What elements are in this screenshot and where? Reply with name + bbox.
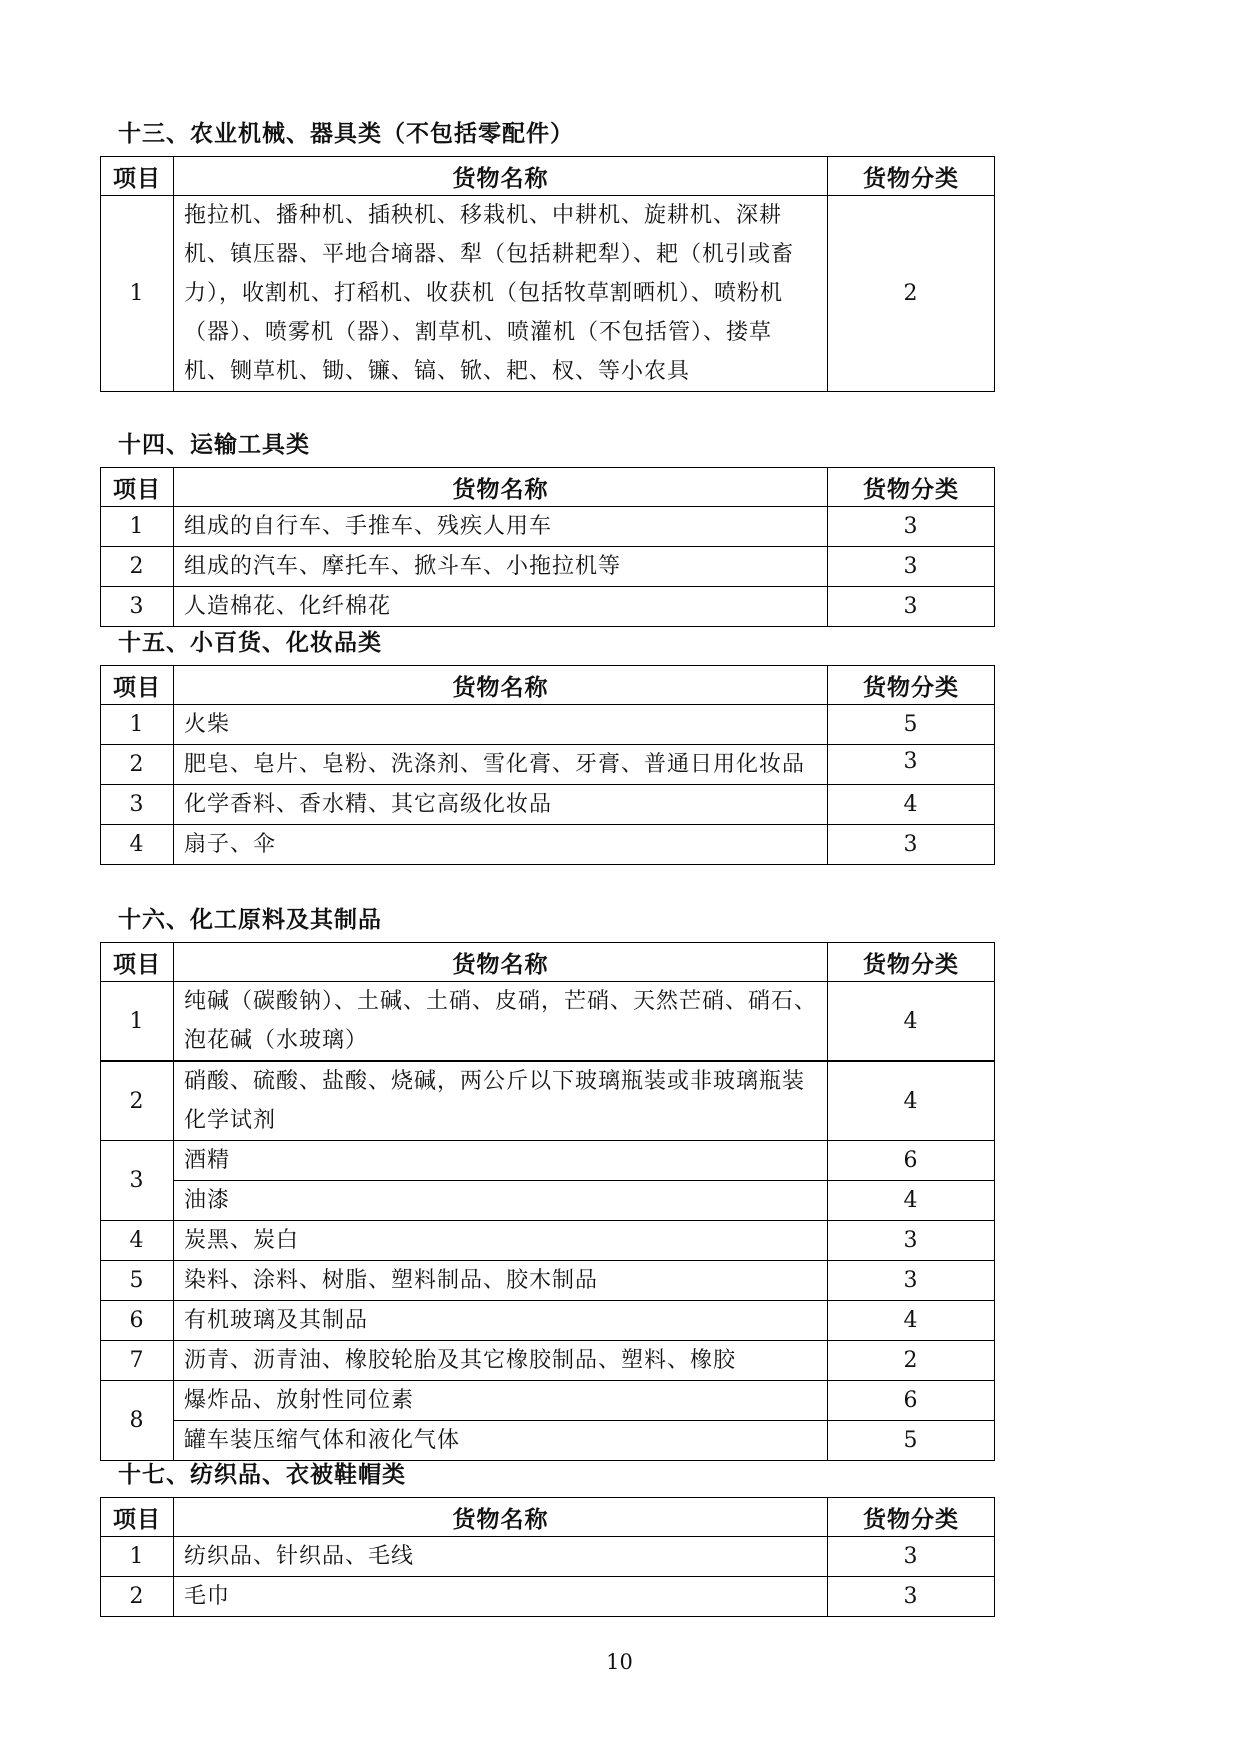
section-title-16: 十六、化工原料及其制品 [118, 907, 382, 933]
header-class: 货物分类 [828, 468, 995, 507]
row-number: 3 [101, 785, 174, 825]
row-number: 7 [101, 1341, 174, 1381]
row-number: 1 [101, 982, 174, 1062]
table-row [101, 1261, 995, 1301]
header-name: 货物名称 [174, 666, 828, 705]
table-header-row [101, 468, 995, 507]
goods-name: 扇子、伞 [174, 825, 828, 865]
row-number: 1 [101, 196, 174, 392]
row-number: 3 [101, 587, 174, 627]
goods-name: 肥皂、皂片、皂粉、洗涤剂、雪化膏、牙膏、普通日用化妆品 [174, 745, 828, 785]
table-row [101, 1221, 995, 1261]
header-item: 项目 [101, 943, 174, 982]
table-section-15 [100, 665, 995, 865]
row-number: 2 [101, 547, 174, 587]
goods-class: 3 [828, 1221, 995, 1261]
goods-class: 3 [828, 1537, 995, 1577]
header-class: 货物分类 [828, 666, 995, 705]
row-number: 3 [101, 1141, 174, 1221]
table-row [101, 196, 995, 392]
goods-class: 6 [828, 1141, 995, 1181]
goods-class: 3 [828, 587, 995, 627]
goods-name: 化学香料、香水精、其它高级化妆品 [174, 785, 828, 825]
section-title-15: 十五、小百货、化妆品类 [118, 630, 382, 656]
goods-name: 拖拉机、播种机、插秧机、移栽机、中耕机、旋耕机、深耕机、镇压器、平地合墒器、犁（包括耕耙犁）、耙（机引或畜力），收割机、打稻机、收获机（包括牧草割晒机）、喷粉机（器）、喷雾机（器）、割草机、喷灌机（不包括管）、搂草机、铡草机、锄、镰、镐、锨、耙、杈、等小农具 [174, 196, 828, 392]
goods-class: 3 [828, 745, 995, 785]
table-row [101, 785, 995, 825]
goods-name: 纯碱（碳酸钠）、土碱、土硝、皮硝，芒硝、天然芒硝、硝石、泡花碱（水玻璃） [174, 982, 828, 1062]
goods-name: 火柴 [174, 705, 828, 745]
goods-class: 3 [828, 1577, 995, 1617]
goods-class: 3 [828, 507, 995, 547]
header-class: 货物分类 [828, 943, 995, 982]
goods-class: 3 [828, 825, 995, 865]
header-item: 项目 [101, 1498, 174, 1537]
table-row [101, 1537, 995, 1577]
table-row [101, 1577, 995, 1617]
header-item: 项目 [101, 157, 174, 196]
goods-class: 4 [828, 1181, 995, 1221]
goods-name: 染料、涂料、树脂、塑料制品、胶木制品 [174, 1261, 828, 1301]
goods-class: 6 [828, 1381, 995, 1421]
row-number: 2 [101, 1061, 174, 1141]
header-name: 货物名称 [174, 157, 828, 196]
goods-class: 3 [828, 547, 995, 587]
table-row [101, 587, 995, 627]
goods-class: 4 [828, 1301, 995, 1341]
goods-name: 组成的汽车、摩托车、掀斗车、小拖拉机等 [174, 547, 828, 587]
goods-name: 酒精 [174, 1141, 828, 1181]
table-row [101, 1141, 995, 1181]
goods-name: 爆炸品、放射性同位素 [174, 1381, 828, 1421]
table-row [101, 1061, 995, 1141]
row-number: 1 [101, 507, 174, 547]
section-title-14: 十四、运输工具类 [118, 432, 310, 458]
table-row [101, 825, 995, 865]
row-number: 4 [101, 1221, 174, 1261]
goods-name: 硝酸、硫酸、盐酸、烧碱，两公斤以下玻璃瓶装或非玻璃瓶装化学试剂 [174, 1061, 828, 1141]
row-number: 8 [101, 1381, 174, 1461]
goods-name: 油漆 [174, 1181, 828, 1221]
table-row [101, 1341, 995, 1381]
table-row [101, 705, 995, 745]
header-item: 项目 [101, 468, 174, 507]
row-number: 4 [101, 825, 174, 865]
header-name: 货物名称 [174, 943, 828, 982]
table-row [101, 745, 995, 785]
goods-class: 5 [828, 705, 995, 745]
table-section-13 [100, 156, 995, 392]
goods-class: 2 [828, 196, 995, 392]
header-class: 货物分类 [828, 1498, 995, 1537]
goods-name: 沥青、沥青油、橡胶轮胎及其它橡胶制品、塑料、橡胶 [174, 1341, 828, 1381]
table-row [101, 507, 995, 547]
goods-class: 4 [828, 982, 995, 1062]
page-number: 10 [606, 1650, 633, 1674]
table-section-17 [100, 1497, 995, 1617]
table-header-row [101, 1498, 995, 1537]
header-name: 货物名称 [174, 1498, 828, 1537]
goods-name: 人造棉花、化纤棉花 [174, 587, 828, 627]
header-item: 项目 [101, 666, 174, 705]
table-row [101, 1381, 995, 1421]
goods-class: 4 [828, 1061, 995, 1141]
goods-name: 有机玻璃及其制品 [174, 1301, 828, 1341]
goods-name: 罐车装压缩气体和液化气体 [174, 1421, 828, 1461]
table-header-row [101, 943, 995, 982]
goods-class: 5 [828, 1421, 995, 1461]
goods-name: 毛巾 [174, 1577, 828, 1617]
row-number: 6 [101, 1301, 174, 1341]
goods-class: 2 [828, 1341, 995, 1381]
header-class: 货物分类 [828, 157, 995, 196]
table-header-row [101, 666, 995, 705]
table-row [101, 982, 995, 1062]
goods-name: 纺织品、针织品、毛线 [174, 1537, 828, 1577]
header-name: 货物名称 [174, 468, 828, 507]
row-number: 1 [101, 705, 174, 745]
row-number: 2 [101, 745, 174, 785]
section-title-17: 十七、纺织品、衣被鞋帽类 [118, 1462, 406, 1488]
table-row [101, 547, 995, 587]
table-section-14 [100, 467, 995, 627]
row-number: 1 [101, 1537, 174, 1577]
goods-name: 炭黑、炭白 [174, 1221, 828, 1261]
table-header-row [101, 157, 995, 196]
row-number: 5 [101, 1261, 174, 1301]
table-section-16 [100, 942, 995, 1461]
table-row [101, 1421, 995, 1461]
goods-class: 4 [828, 785, 995, 825]
goods-name: 组成的自行车、手推车、残疾人用车 [174, 507, 828, 547]
goods-class: 3 [828, 1261, 995, 1301]
table-row [101, 1301, 995, 1341]
table-row [101, 1181, 995, 1221]
section-title-13: 十三、农业机械、器具类（不包括零配件） [118, 121, 574, 147]
row-number: 2 [101, 1577, 174, 1617]
